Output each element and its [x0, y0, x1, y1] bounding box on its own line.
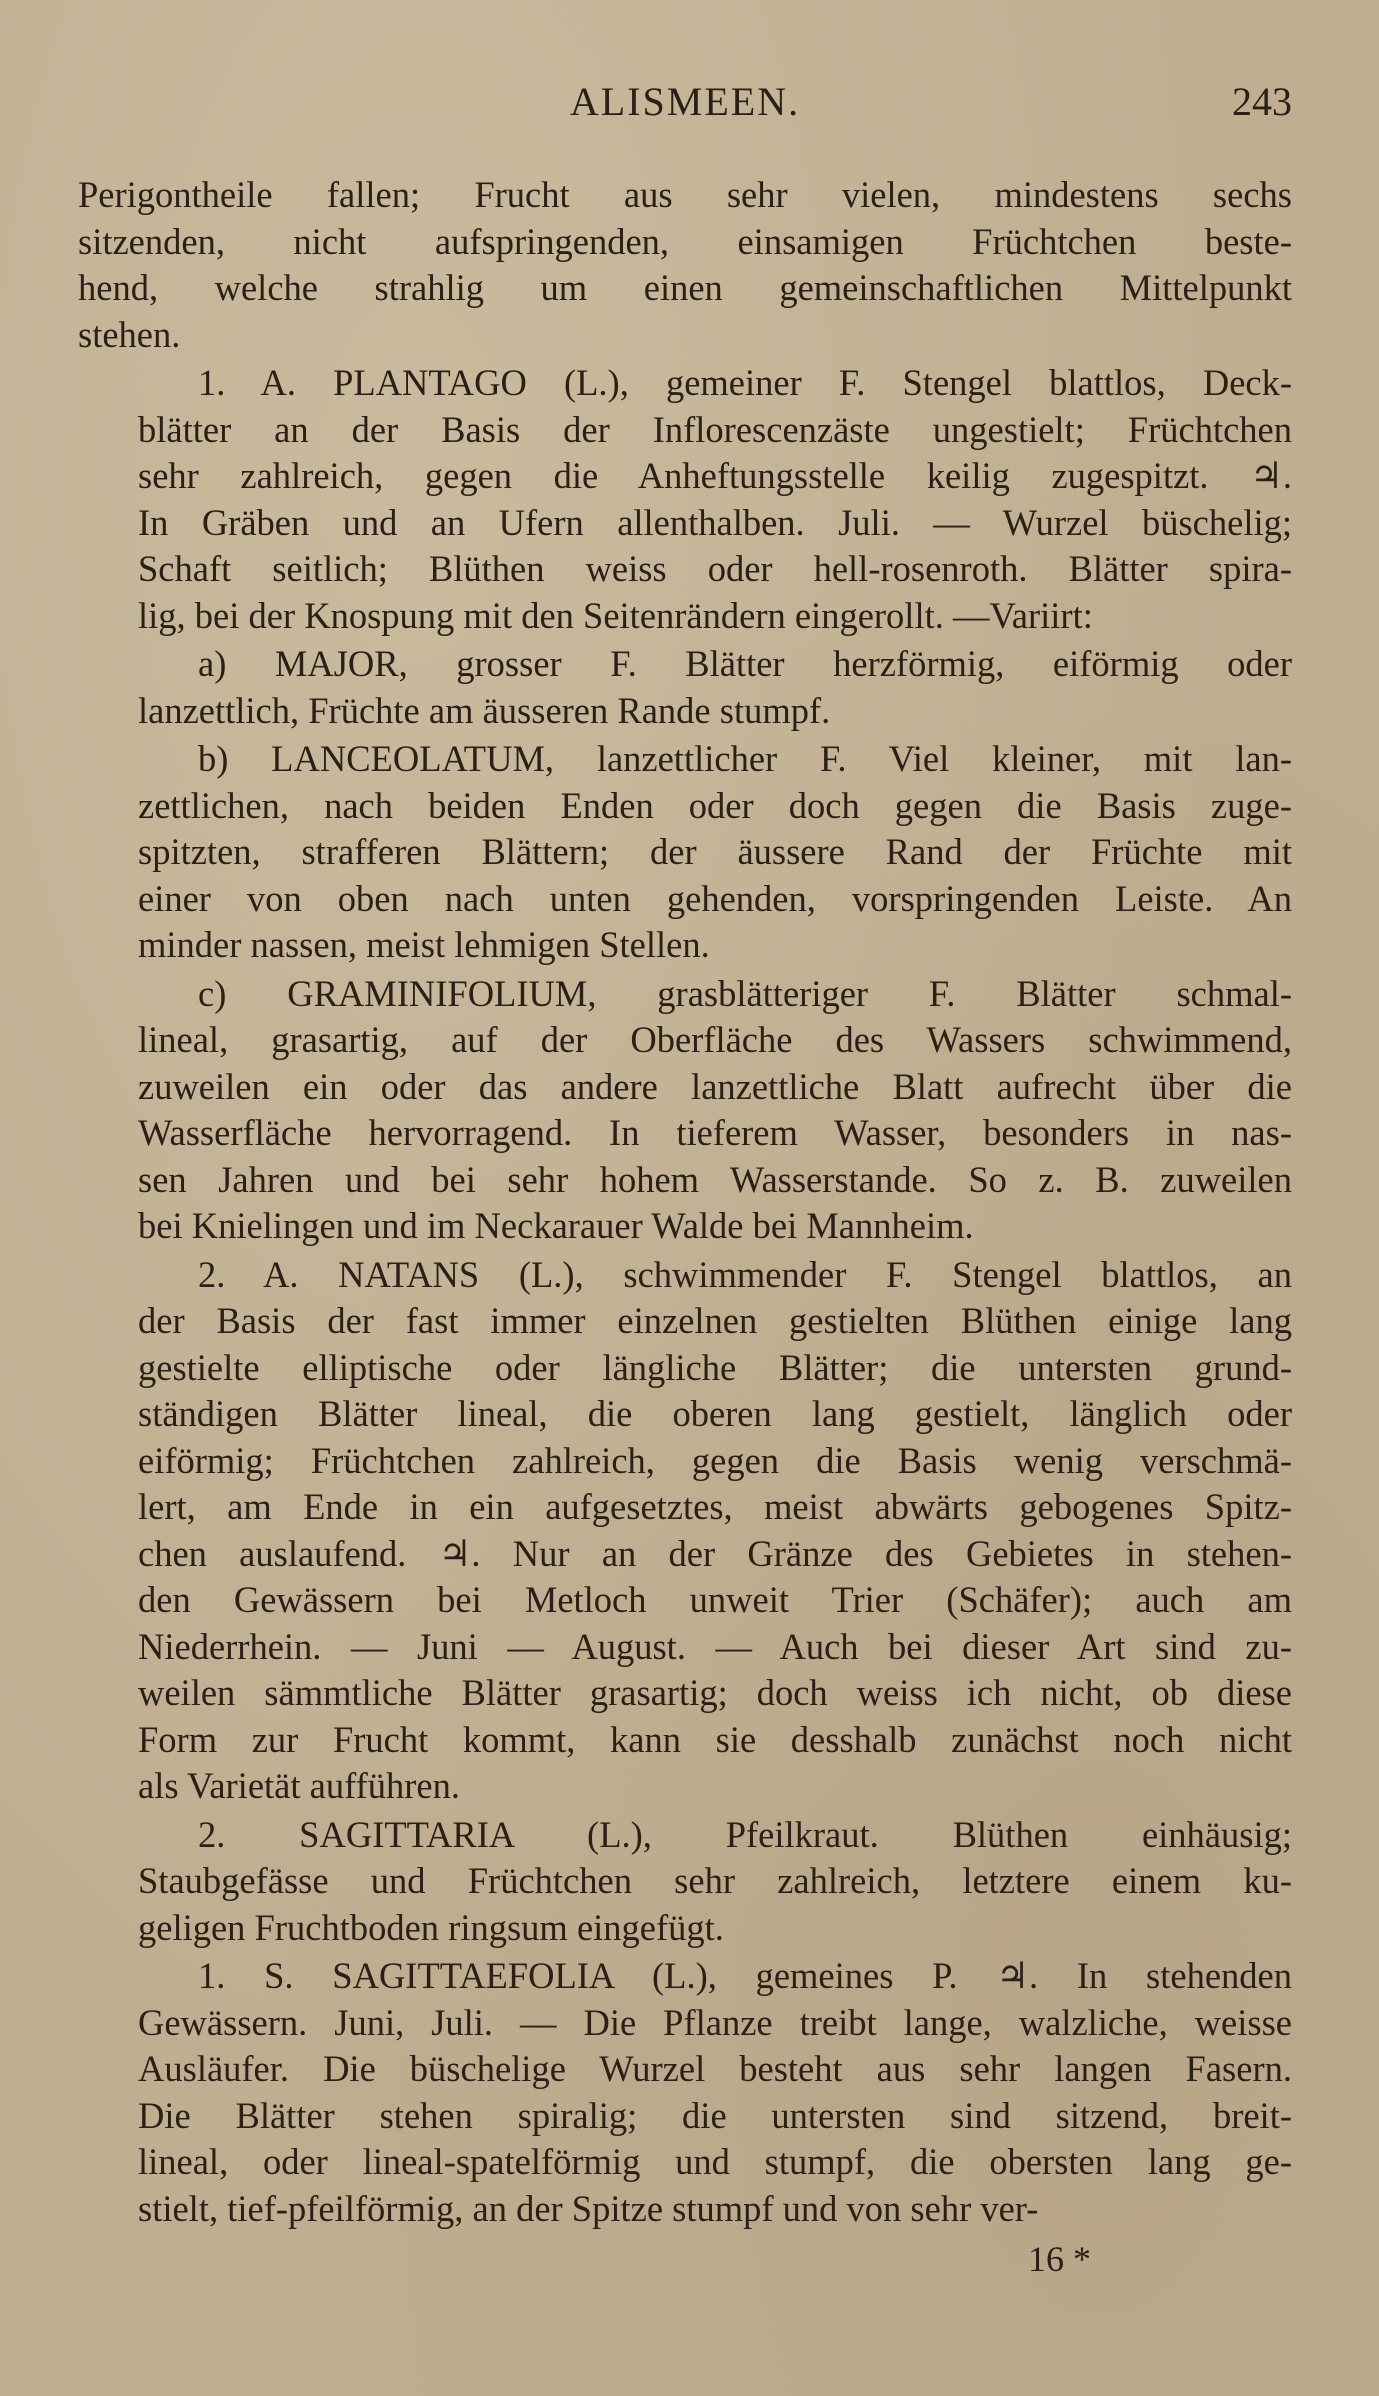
text-line: blätter an der Basis der Inflorescenzäste ungestielt; Früchtchen [138, 408, 1292, 450]
text-line: ständigen Blätter lineal, die oberen lang gestielt, länglich oder [138, 1393, 1292, 1434]
text-line: zettlichen, nach beiden Enden oder doch gegen die Basis zuge- [138, 784, 1292, 826]
text-line: 1. A. PLANTAGO (L.), gemeiner F. Stengel blattlos, Deck- [198, 362, 1292, 403]
running-title: ALISMEEN. [569, 79, 801, 124]
text-line: lineal, oder lineal-spatelförmig und stumpf, die obersten lang ge- [138, 2141, 1292, 2182]
text-line: stielt, tief-pfeilförmig, an der Spitze stumpf und von sehr ver- [138, 2187, 1039, 2229]
text-line: 1. S. SAGITTAEFOLIA (L.), gemeines P. ♃. In stehenden [198, 1955, 1292, 1996]
text-line: der Basis der fast immer einzelnen gestielten Blüthen einige lang [138, 1300, 1292, 1341]
text-line: lig, bei der Knospung mit den Seitenrändern eingerollt. —Variirt: [138, 594, 1093, 636]
text-line: lineal, grasartig, auf der Oberfläche des Wassers schwimmend, [138, 1019, 1292, 1060]
text-line: Niederrhein. — Juni — August. — Auch bei dieser Art sind zu- [138, 1625, 1292, 1667]
text-line: Staubgefässe und Früchtchen sehr zahlreich, letztere einem ku- [138, 1860, 1292, 1901]
text-line: Gewässern. Juni, Juli. — Die Pflanze treibt lange, walzliche, weisse [138, 2001, 1292, 2043]
text-line: sitzenden, nicht aufspringenden, einsamigen Früchtchen beste- [78, 220, 1292, 262]
paragraph [78, 172, 1292, 358]
paragraph [78, 736, 1292, 969]
text-line: weilen sämmtliche Blätter grasartig; doch weiss ich nicht, ob diese [138, 1672, 1292, 1713]
text-line: lert, am Ende in ein aufgesetztes, meist abwärts gebogenes Spitz- [138, 1486, 1292, 1527]
text-line: einer von oben nach unten gehenden, vorspringenden Leiste. An [138, 877, 1292, 919]
page-header [78, 78, 1292, 134]
text-line: zuweilen ein oder das andere lanzettliche Blatt aufrecht über die [138, 1065, 1292, 1107]
text-line: lanzettlich, Früchte am äusseren Rande stumpf. [138, 689, 831, 731]
text-line: Perigontheile fallen; Frucht aus sehr vielen, mindestens sechs [78, 174, 1292, 215]
text-line: sehr zahlreich, gegen die Anheftungsstelle keilig zugespitzt. ♃. [138, 455, 1292, 496]
page-number: 243 [1232, 79, 1292, 124]
text-line: a) MAJOR, grosser F. Blätter herzförmig, eiförmig oder [198, 643, 1292, 684]
text-line: 2. SAGITTARIA (L.), Pfeilkraut. Blüthen einhäusig; [198, 1813, 1292, 1855]
text-line: b) LANCEOLATUM, lanzettlicher F. Viel kleiner, mit lan- [198, 738, 1292, 779]
text-line: geligen Fruchtboden ringsum eingefügt. [138, 1906, 724, 1948]
text-line: Ausläufer. Die büschelige Wurzel besteht aus sehr langen Fasern. [138, 2048, 1292, 2089]
text-line: Wasserfläche hervorragend. In tieferem Wasser, besonders in nas- [138, 1112, 1292, 1153]
paragraph [78, 1953, 1292, 2232]
text-line: den Gewässern bei Metloch unweit Trier (Schäfer); auch am [138, 1579, 1292, 1620]
text-line: Schaft seitlich; Blüthen weiss oder hell-rosenroth. Blätter spira- [138, 548, 1292, 589]
text-line: stehen. [78, 313, 181, 355]
text-line: hend, welche strahlig um einen gemeinschaftlichen Mittelpunkt [78, 267, 1292, 308]
text-line: 2. A. NATANS (L.), schwimmender F. Stengel blattlos, an [198, 1253, 1292, 1295]
text-line: In Gräben und an Ufern allenthalben. Juli. — Wurzel büschelig; [138, 501, 1292, 543]
paragraph [78, 1812, 1292, 1952]
body-text [78, 172, 1292, 2234]
text-line: Die Blätter stehen spiralig; die untersten sind sitzend, breit- [138, 2094, 1292, 2136]
text-line: spitzten, strafferen Blättern; der äussere Rand der Früchte mit [138, 831, 1292, 872]
paragraph [78, 360, 1292, 639]
text-line: chen auslaufend. ♃. Nur an der Gränze des Gebietes in stehen- [138, 1532, 1292, 1574]
text-line: sen Jahren und bei sehr hohem Wasserstande. So z. B. zuweilen [138, 1158, 1292, 1200]
paragraph [78, 641, 1292, 734]
text-line: minder nassen, meist lehmigen Stellen. [138, 924, 710, 965]
signature-mark: 16 * [1028, 2239, 1091, 2279]
text-line: bei Knielingen und im Neckarauer Walde bei Mannheim. [138, 1205, 974, 1246]
text-line: Form zur Frucht kommt, kann sie desshalb zunächst noch nicht [138, 1718, 1292, 1760]
paragraph [78, 971, 1292, 1250]
text-line: gestielte elliptische oder längliche Blätter; die untersten grund- [138, 1346, 1292, 1388]
text-line: c) GRAMINIFOLIUM, grasblätteriger F. Blätter schmal- [198, 972, 1292, 1014]
text-line: eiförmig; Früchtchen zahlreich, gegen die Basis wenig verschmä- [138, 1439, 1292, 1481]
text-line: als Varietät aufführen. [138, 1765, 460, 1806]
paragraph [78, 1252, 1292, 1810]
